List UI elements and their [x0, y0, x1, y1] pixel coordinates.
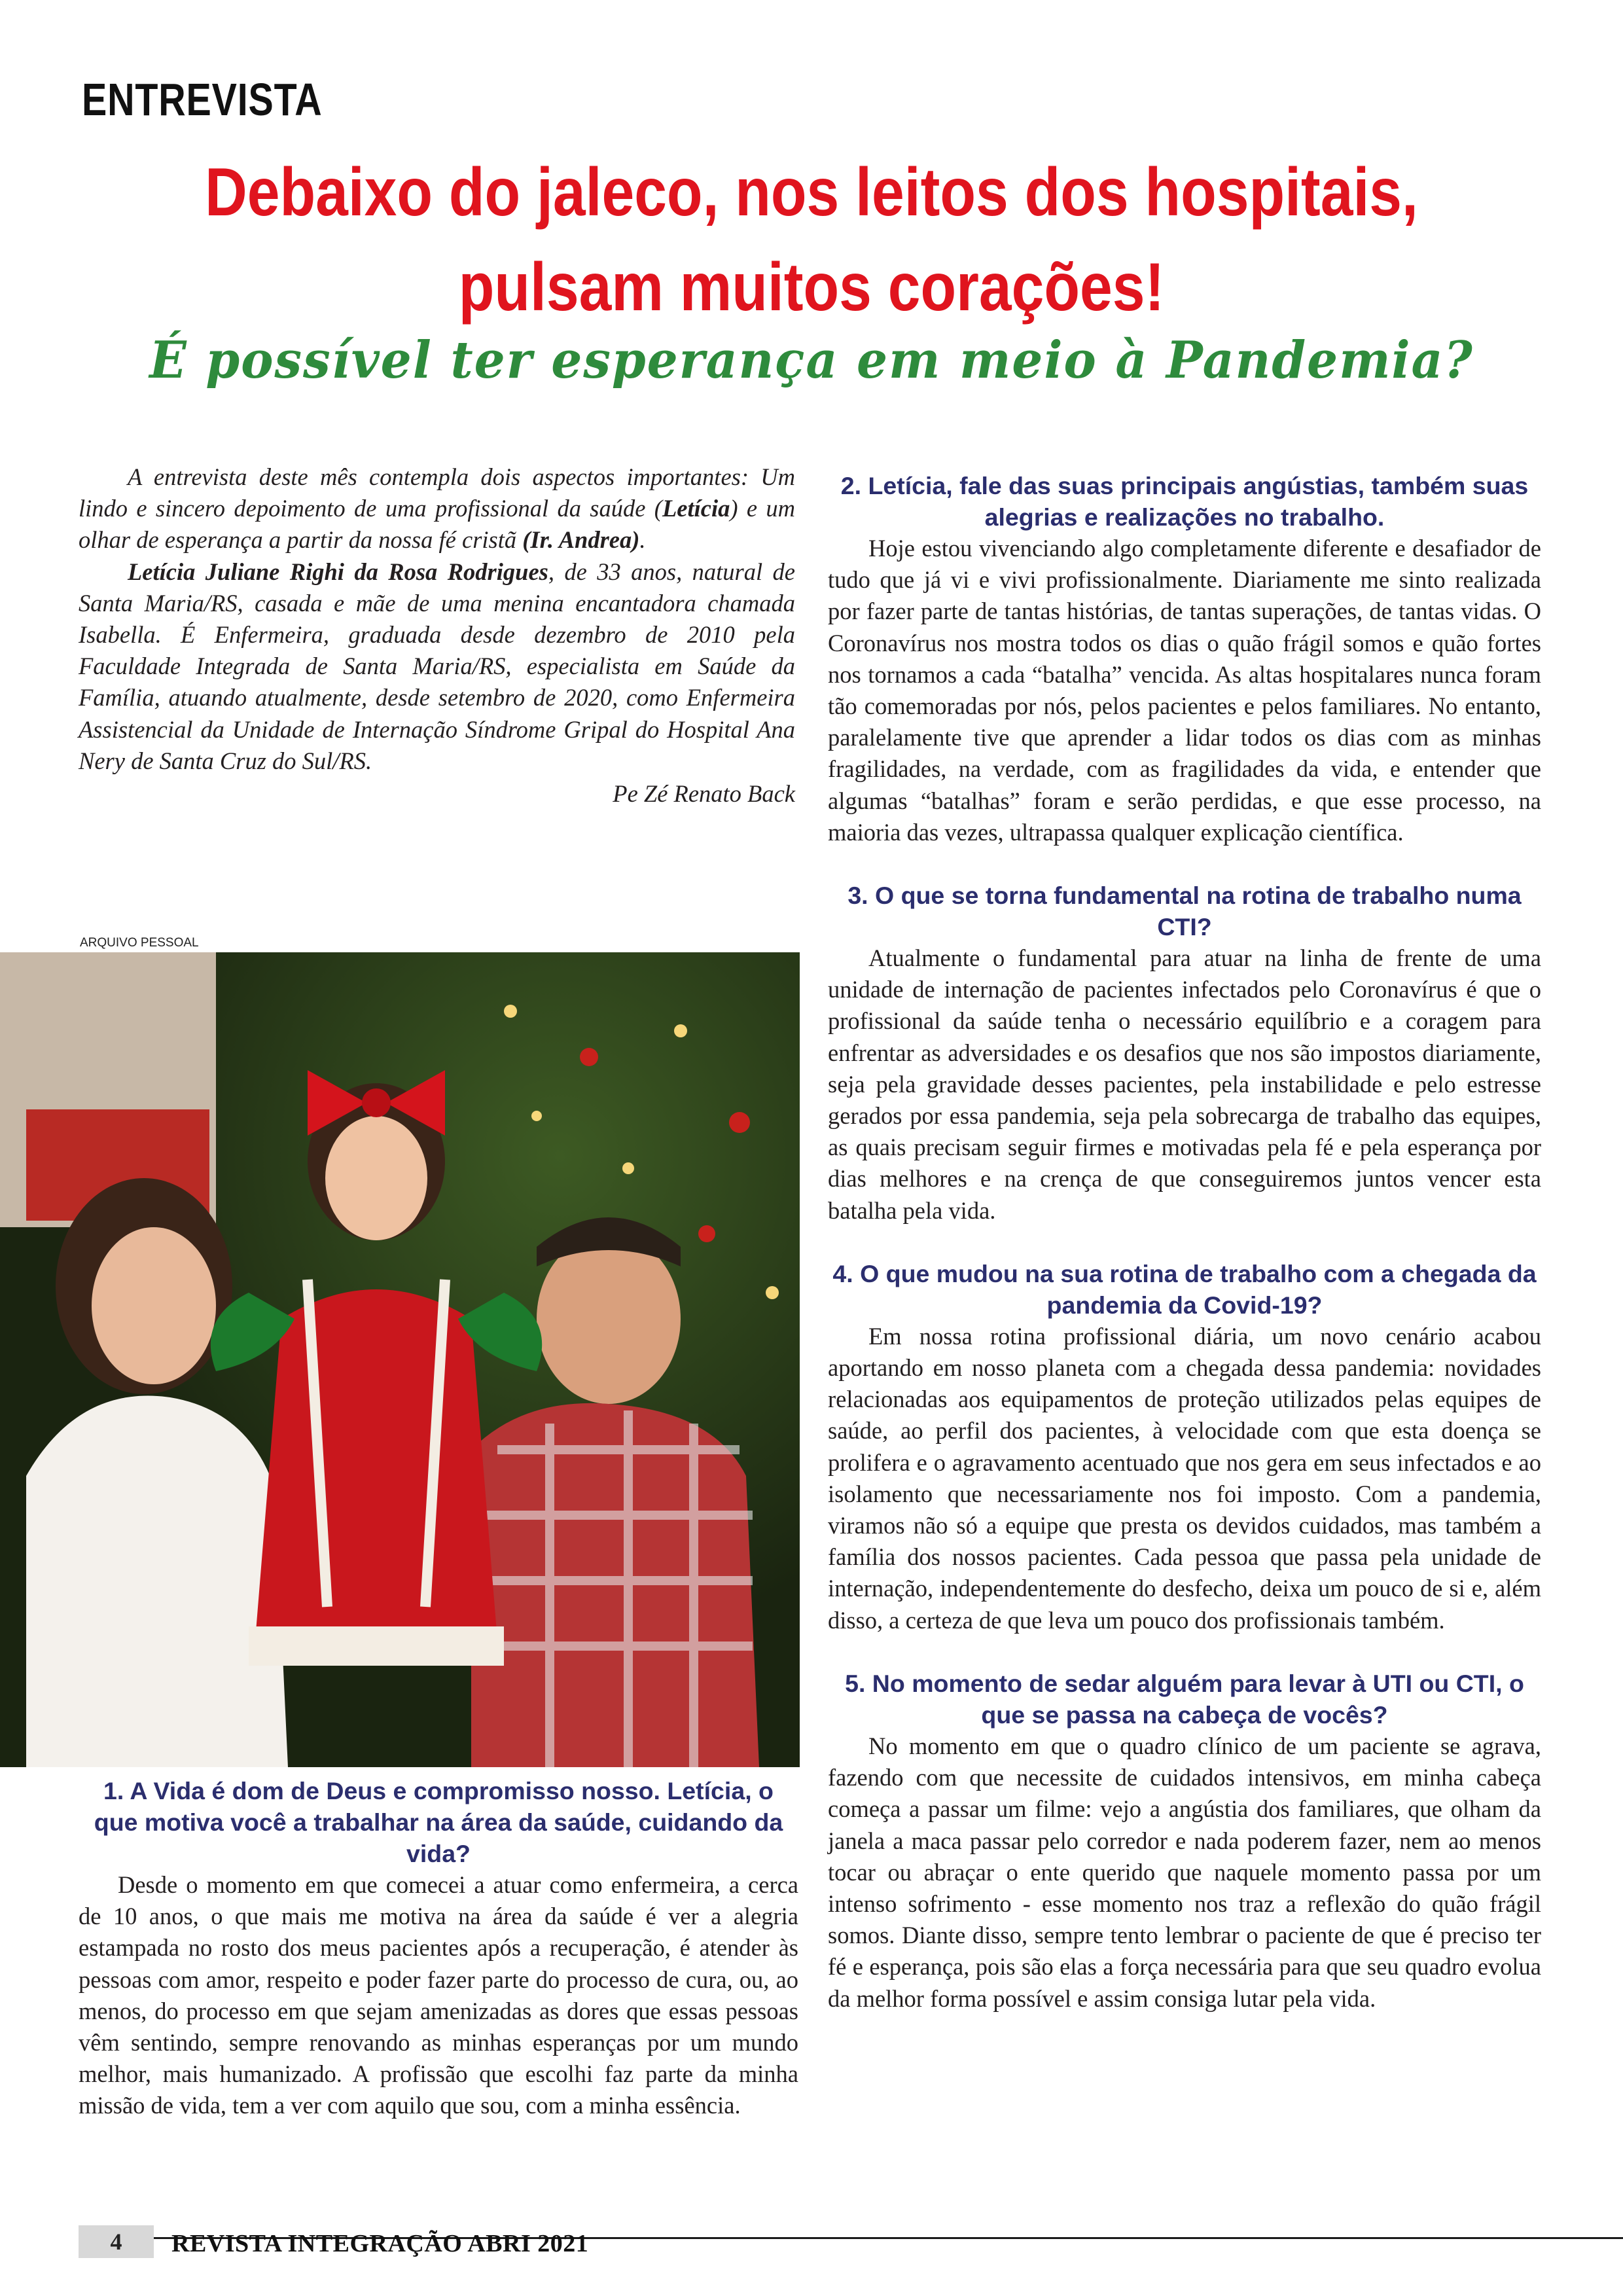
question-5: 5. No momento de sedar alguém para levar à UTI ou CTI, o que se passa na cabeça de vocês? [845, 1669, 1524, 1729]
family-photo [0, 952, 800, 1767]
section-label: ENTREVISTA [82, 74, 323, 125]
right-column [828, 470, 1541, 2015]
answer-3: Atualmente o fundamental para atuar na linha de frente de uma unidade de internação de pacientes infectados pelo Coronavírus é que o profissional da saúde tenha o necessário equilíbrio e a coragem para enfrentar as adversidades e os desafios que nos são impostos diariamente, seja pela gravidade desses pacientes, pela instabilidade e pelo estresse gerados por essa pandemia, seja pela sobrecarga de trabalho das equipes, as quais precisam seguir firmes e motivadas pela fé e pela esperança por dias melhores e na crença de que conseguiremos juntos vencer esta batalha pela vida. [828, 944, 1541, 1224]
page-number: 4 [110, 2229, 122, 2255]
intro-paragraph-2: Letícia Juliane Righi da Rosa Rodrigues, de 33 anos, natural de Santa Maria/RS, casada e mãe de uma menina encantadora chamada Isabella. É Enfermeira, graduada desde dezembro de 2010 pela Faculdade Integrada de Santa Maria/RS, especialista em Saúde da Família, atuando atualmente, desde setembro de 2020, como Enfermeira Assistencial da Unidade de Internação Síndrome Gripal do Hospital Ana Nery de Santa Cruz do Sul/RS. [79, 558, 796, 774]
signature: Pe Zé Renato Back [613, 780, 795, 808]
question-3: 3. O que se torna fundamental na rotina de trabalho numa CTI? [847, 882, 1522, 941]
answer-5: No momento em que o quadro clínico de um paciente se agrava, fazendo com que necessite de cuidados intensivos, em minha cabeça começa a passar um filme: vejo a angústia dos familiares, que olham da janela a maca passar pelo corredor e nada poderem fazer, nem ao menos tocar ou abraçar o ente querido que naquele momento passa por um intenso sofrimento - esse momento nos traz a reflexão do quão frágil somos. Diante disso, sempre tento lembrar o paciente de que é preciso ter fé e esperança, pois são elas a força necessária para que seu quadro evolua da melhor forma possível e assim consiga lutar pela vida. [828, 1732, 1541, 2012]
question-1: 1. A Vida é dom de Deus e compromisso nosso. Letícia, o que motiva você a trabalhar na área da saúde, cuidando da vida? [94, 1777, 783, 1867]
question-1-block [79, 1775, 798, 2122]
answer-4: Em nossa rotina profissional diária, um novo cenário acabou aportando em nosso planeta com a chegada dessa pandemia: novidades relacionadas aos equipamentos de proteção utilizados pelas equipes de saúde, ao perfil dos pacientes, à velocidade com que esta doença se prolifera e o agravamento acentuado que nos gera em seus infectados e ao isolamento que necessariamente nos foi imposto. Com a pandemia, viramos não só a equipe que presta os devidos cuidados, mas também a família dos nossos pacientes. Cada pessoa que passa pela unidade de internação, independentemente do desfecho, deixa um pouco de si e, além disso, a certeza de que leva um pouco dos profissionais também. [828, 1322, 1541, 1634]
answer-2: Hoje estou vivenciando algo completamente diferente e desafiador de tudo que já vi e vivi profissionalmente. Diariamente me sinto realizada por fazer parte de tantas histórias, de tantas superações, de tantas vidas. O Coronavírus nos mostra todos os dias o quão frágil somos e quão fortes nos tornamos a cada “batalha” vencida. As altas hospitalares nunca foram tão comemoradas por nós, pelos pacientes e pelos familiares. No entanto, paralelamente tive que aprender a lidar todos os dias com as minhas fragilidades, na verdade, com as fragilidades da vida, e entender que algumas “batalhas” foram e serão perdidas, e que esse processo, na maioria das vezes, ultrapassa qualquer explicação científica. [828, 535, 1541, 846]
intro-text [79, 461, 795, 810]
family-photo-illustration [0, 952, 800, 1767]
headline-line-2: pulsam muitos corações! [458, 249, 1165, 325]
tagline: É possível ter esperança em meio à Pandemia? [149, 331, 1474, 390]
intro-paragraph-1: A entrevista deste mês contempla dois aspectos importantes: Um lindo e sincero depoimento de uma profissional da saúde (Letícia) e um olhar de esperança a partir da nossa fé cristã (Ir. Andrea). [79, 463, 796, 554]
headline-line-1: Debaixo do jaleco, nos leitos dos hospitais, [205, 154, 1418, 230]
question-4: 4. O que mudou na sua rotina de trabalho com a chegada da pandemia da Covid-19? [832, 1259, 1537, 1319]
photo-credit: ARQUIVO PESSOAL [80, 936, 199, 950]
answer-1: Desde o momento em que comecei a atuar como enfermeira, a cerca de 10 anos, o que mais me motiva na área da saúde é ver a alegria estampada no rosto dos meus pacientes após a recuperação, é atender às pessoas com amor, respeito e poder fazer parte do processo de cura, ou, ao menos, do processo em que sejam amenizadas as dores que essas pessoas vêm sentindo, sempre renovando as minhas esperanças por um mundo melhor, mais humanizado. A profissão que escolhi faz parte da minha missão de vida, tem a ver com aquilo que sou, com a minha essência. [79, 1871, 798, 2119]
magazine-title: REVISTA INTEGRAÇÃO ABRI 2021 [171, 2230, 589, 2257]
question-2: 2. Letícia, fale das suas principais angústias, também suas alegrias e realizações no trabalho. [840, 472, 1529, 531]
